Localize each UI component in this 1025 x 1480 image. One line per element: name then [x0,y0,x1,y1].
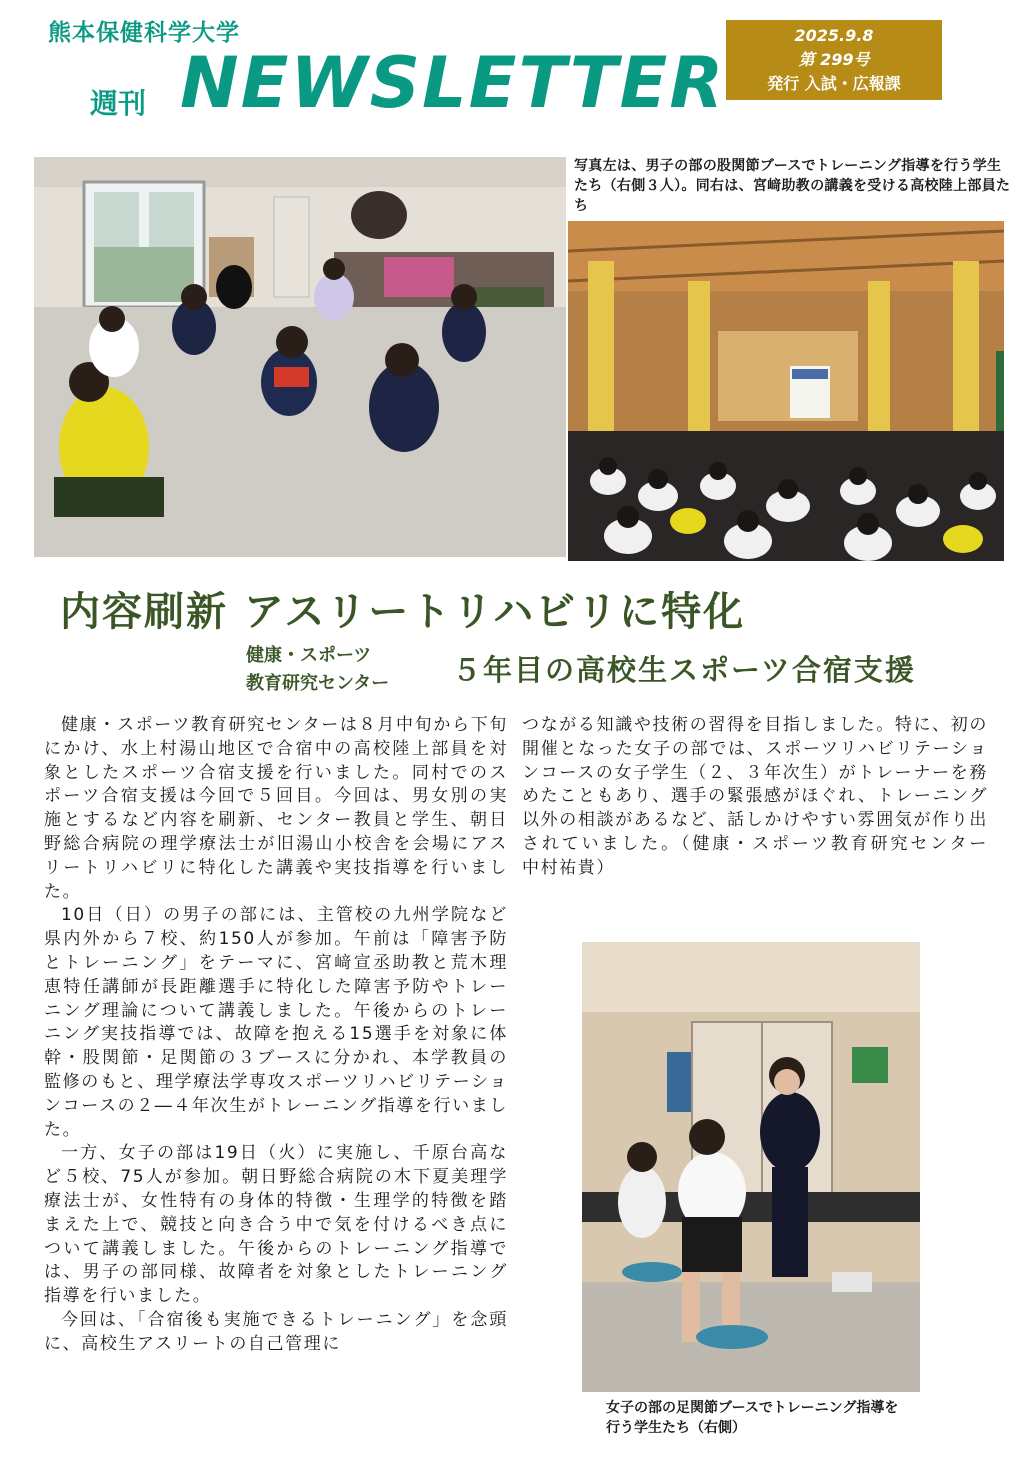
newsletter-title: NEWSLETTER [180,42,726,124]
paragraph: 一方、女子の部は19日（火）に実施し、千原台高など５校、75人が参加。朝日野総合病院の木下夏美理学療法士が、女性特有の身体的特徴・生理学的特徴を踏まえた上で、競技と向き合う中で気を付けるべき点について講義しました。午後からのトレーニング指導では、男子の部同様、故障者を対象としたトレーニング指導を行いました。 [44,1143,508,1307]
issue-info-box [726,20,942,100]
article-body-right [522,714,1007,881]
paragraph: 今回は、「合宿後も実施できるトレーニング」を念頭に、高校生アスリートの自己管理に [44,1309,508,1354]
paragraph: つながる知識や技術の習得を目指しました。特に、初の開催となった女子の部では、スポーツリハビリテーションコースの女子学生（２、３年次生）がトレーナーを務めたこともあり、選手の緊張感がほぐれ、トレーニング以外の相談があるなど、話しかけやすい雰囲気が作り出されていました。（健康・スポーツ教育研究センター 中村祐貴） [522,715,1007,878]
article-body-left [44,714,508,1357]
department-line-1: 健康・スポーツ [246,645,372,666]
photo-boys-hip-booth [34,157,566,557]
paragraph: 10日（日）の男子の部には、主管校の九州学院など県内外から７校、約150人が参加。午前は「障害予防とトレーニング」をテーマに、宮﨑宣丞助教と荒木理恵特任講師が長距離選手に特化した障害予防やトレーニング理論について講義しました。午後からのトレーニング実技指導では、故障を抱える15選手を対象に体幹・股関節・足関節の３ブースに分かれ、本学教員の監修のもと、理学療法学専攻スポーツリハビリテーションコースの２―４年次生がトレーニング指導を行いました。 [44,905,508,1140]
department-label [246,642,389,698]
university-name: 熊本保健科学大学 [48,20,240,46]
issue-date: 2025.9.8 [794,26,874,45]
issue-number: 第 299号 [798,50,870,69]
photo-lecture [568,221,1004,561]
publisher: 発行 入試・広報課 [767,74,901,93]
caption-bottom-photo: 女子の部の足関節ブースでトレーニング指導を行う学生たち（右側） [606,1400,899,1436]
article-subheadline: ５年目の高校生スポーツ合宿支援 [452,653,916,687]
paragraph: 健康・スポーツ教育研究センターは８月中旬から下旬にかけ、水上村湯山地区で合宿中の高校陸上部員を対象としたスポーツ合宿支援を行いました。同村でのスポーツ合宿支援は今回で５回目。今回は、男女別の実施とするなど内容を刷新、センター教員と学生、朝日野総合病院の理学療法士が旧湯山小校舎を会場にアスリートリハビリに特化した講義や実技指導を行いました。 [44,715,508,902]
weekly-label: 週刊 [90,87,147,120]
caption-top-photos: 写真左は、男子の部の股関節ブースでトレーニング指導を行う学生たち（右側３人）。同右は、宮﨑助教の講義を受ける高校陸上部員たち [574,158,1011,214]
department-line-2: 教育研究センター [246,673,390,694]
photo-girls-ankle-booth [582,942,920,1392]
article-headline: 内容刷新 アスリートリハビリに特化 [60,589,746,635]
